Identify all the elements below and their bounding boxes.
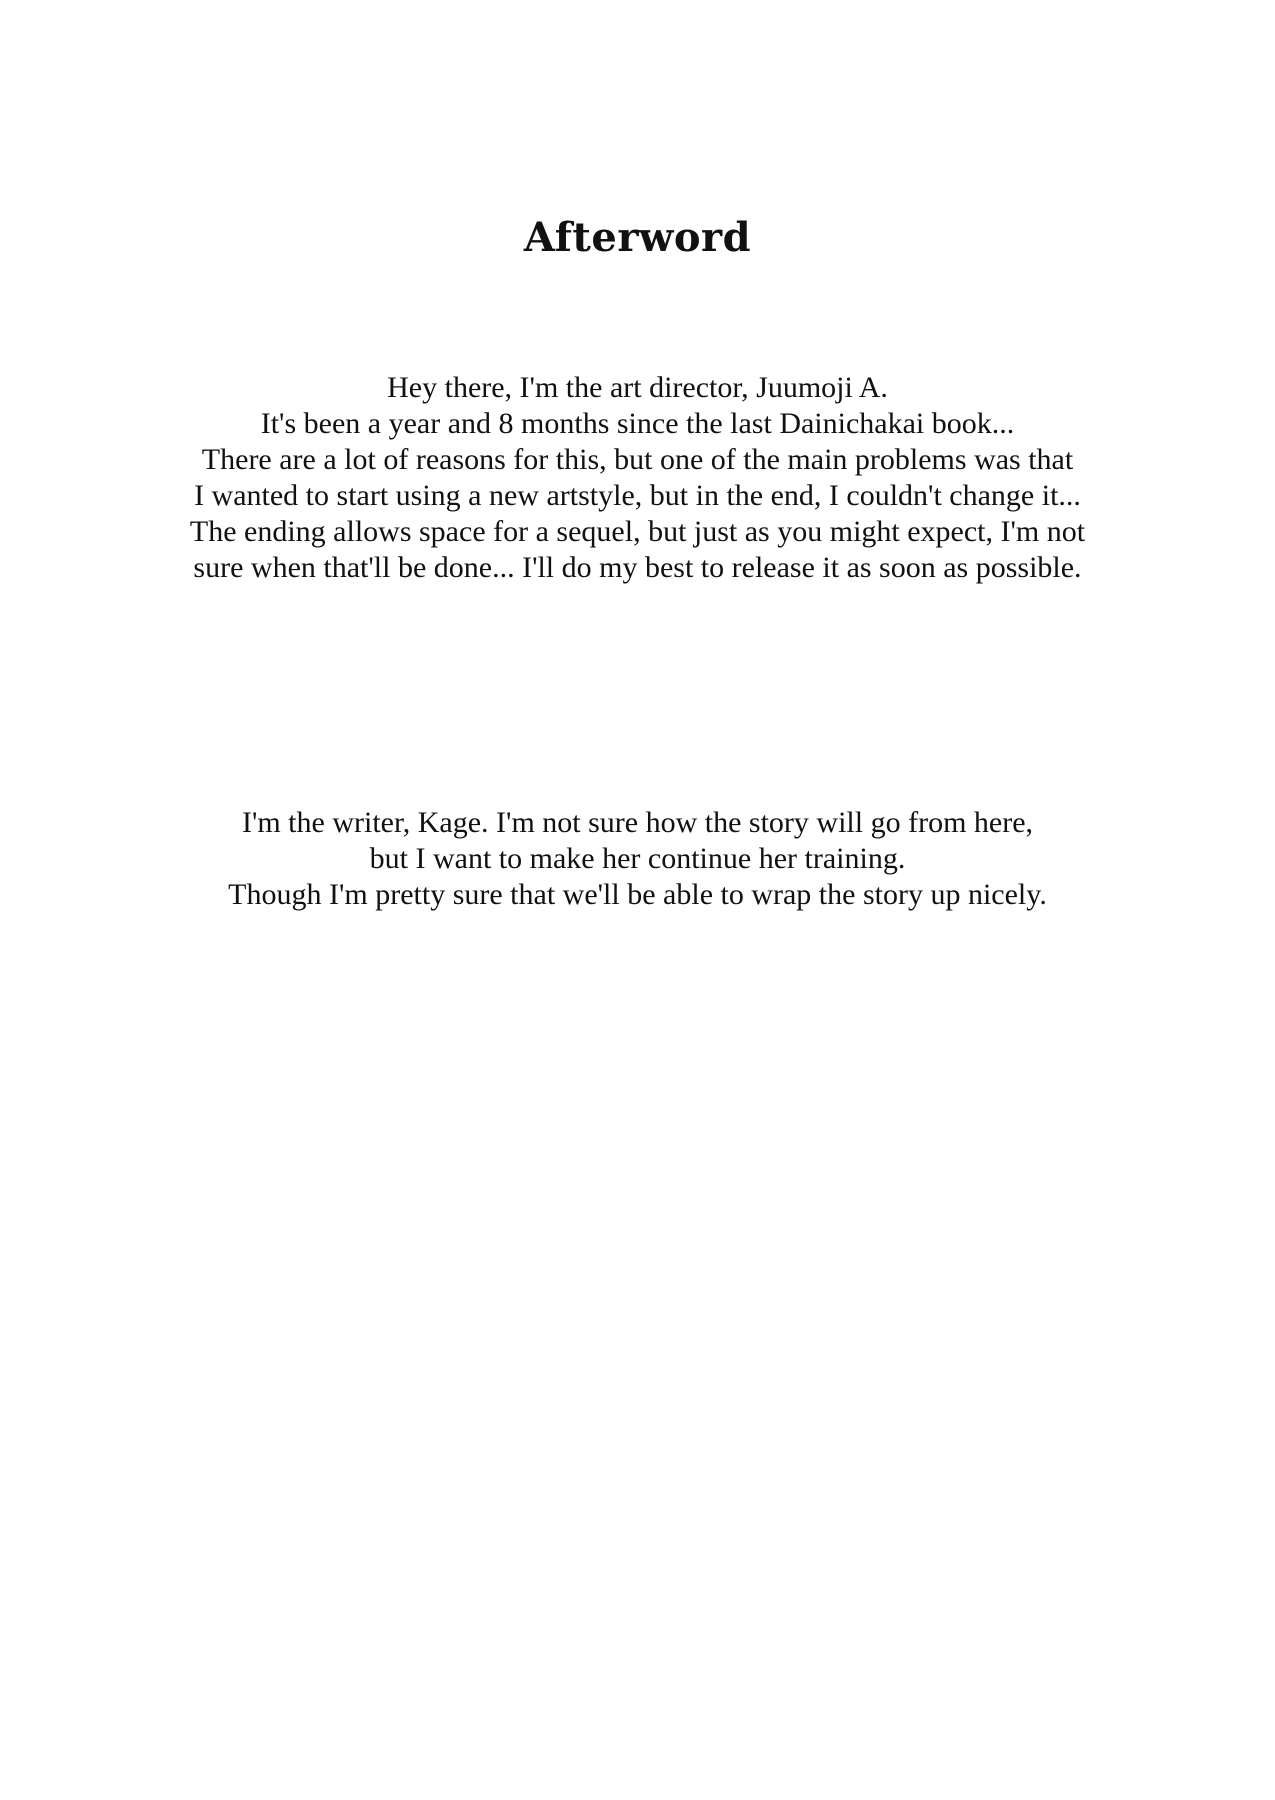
writer-note [0,805,1275,913]
text-line: sure when that'll be done... I'll do my best to release it as soon as possible. [193,551,1082,584]
art-director-note [0,370,1275,586]
text-line: There are a lot of reasons for this, but one of the main problems was that [201,443,1074,476]
text-line: It's been a year and 8 months since the last Dainichakai book... [260,407,1015,440]
text-line: The ending allows space for a sequel, but just as you might expect, I'm not [189,515,1086,548]
text-line: I wanted to start using a new artstyle, but in the end, I couldn't change it... [194,479,1081,512]
text-line: but I want to make her continue her training. [369,842,906,875]
page-title: Afterword [523,214,752,261]
text-line: I'm the writer, Kage. I'm not sure how the story will go from here, [241,806,1034,839]
text-line: Hey there, I'm the art director, Juumoji A. [387,371,888,404]
text-line: Though I'm pretty sure that we'll be able to wrap the story up nicely. [228,878,1047,911]
